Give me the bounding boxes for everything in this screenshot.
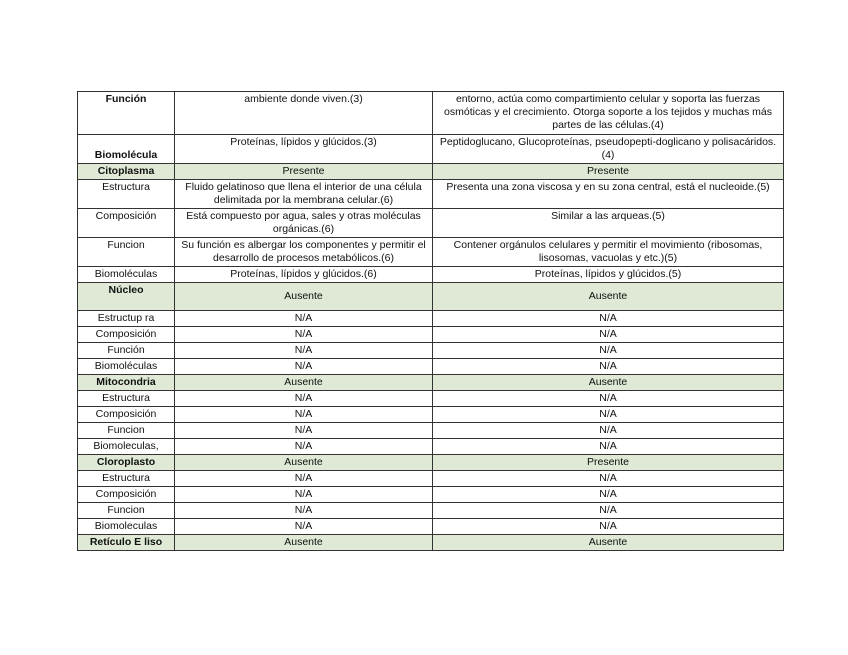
cell-col1: Ausente xyxy=(175,535,433,551)
cell-col1: N/A xyxy=(175,439,433,455)
row-label: Composición xyxy=(78,327,175,343)
row-label: Funcion xyxy=(78,423,175,439)
table-row xyxy=(78,519,784,535)
row-label: Estructura xyxy=(78,471,175,487)
cell-col1: ambiente donde viven.(3) xyxy=(175,92,433,135)
section-label: Cloroplasto xyxy=(78,455,175,471)
cell-col2: Ausente xyxy=(433,375,784,391)
cell-col1: Fluido gelatinoso que llena el interior de una célula delimitada por la membrana celular.(6) xyxy=(175,180,433,209)
cell-col2: Ausente xyxy=(433,535,784,551)
cell-col1: Ausente xyxy=(175,283,433,311)
cell-col2: N/A xyxy=(433,503,784,519)
cell-col1: Ausente xyxy=(175,375,433,391)
row-label: Biomoléculas xyxy=(78,267,175,283)
section-label: Núcleo xyxy=(78,283,175,311)
table-row xyxy=(78,135,784,164)
cell-col2: N/A xyxy=(433,487,784,503)
cell-col1: N/A xyxy=(175,487,433,503)
cell-col2: N/A xyxy=(433,407,784,423)
cell-col2: N/A xyxy=(433,327,784,343)
table-row xyxy=(78,503,784,519)
cell-col1: Su función es albergar los componentes y permitir el desarrollo de procesos metabólicos.(6) xyxy=(175,238,433,267)
cell-col2: Contener orgánulos celulares y permitir el movimiento (ribosomas, lisosomas, vacuolas y etc.)(5) xyxy=(433,238,784,267)
table-row xyxy=(78,407,784,423)
cell-col1: Proteínas, lípidos y glúcidos.(6) xyxy=(175,267,433,283)
cell-col2: Ausente xyxy=(433,283,784,311)
table-row xyxy=(78,238,784,267)
cell-col2: N/A xyxy=(433,391,784,407)
section-label: Retículo E liso xyxy=(78,535,175,551)
row-label: Funcion xyxy=(78,503,175,519)
cell-col2: N/A xyxy=(433,343,784,359)
cell-col2: Proteínas, lípidos y glúcidos.(5) xyxy=(433,267,784,283)
row-label: Biomoleculas, xyxy=(78,439,175,455)
table-row xyxy=(78,391,784,407)
cell-col2: N/A xyxy=(433,519,784,535)
cell-col1: N/A xyxy=(175,519,433,535)
row-label: Biomoléculas xyxy=(78,359,175,375)
row-label: Función xyxy=(78,343,175,359)
table-row xyxy=(78,327,784,343)
row-label: Estructura xyxy=(78,391,175,407)
cell-col2: N/A xyxy=(433,471,784,487)
table-row xyxy=(78,359,784,375)
cell-col2: N/A xyxy=(433,311,784,327)
cell-col1: Está compuesto por agua, sales y otras moléculas orgánicas.(6) xyxy=(175,209,433,238)
cell-col1: Presente xyxy=(175,164,433,180)
cell-col2: Presente xyxy=(433,164,784,180)
cell-col2: Presenta una zona viscosa y en su zona central, está el nucleoide.(5) xyxy=(433,180,784,209)
row-label: Composición xyxy=(78,487,175,503)
cell-col1: N/A xyxy=(175,471,433,487)
cell-col1: N/A xyxy=(175,359,433,375)
row-label: Estructura xyxy=(78,180,175,209)
section-row-mitocondria xyxy=(78,375,784,391)
table-row xyxy=(78,439,784,455)
row-label: Composición xyxy=(78,209,175,238)
section-row-cloroplasto xyxy=(78,455,784,471)
cell-col1: N/A xyxy=(175,423,433,439)
table-row xyxy=(78,311,784,327)
table-row xyxy=(78,487,784,503)
cell-col2: N/A xyxy=(433,423,784,439)
cell-col2: Presente xyxy=(433,455,784,471)
section-label: Mitocondria xyxy=(78,375,175,391)
cell-col2: N/A xyxy=(433,359,784,375)
row-label-funcion: Función xyxy=(78,92,175,135)
cell-col1: N/A xyxy=(175,407,433,423)
row-label: Estructup ra xyxy=(78,311,175,327)
cell-col1: N/A xyxy=(175,311,433,327)
section-row-nucleo xyxy=(78,283,784,311)
table-row xyxy=(78,343,784,359)
row-label: Composición xyxy=(78,407,175,423)
row-label-biomolecula: Biomolécula xyxy=(78,135,175,164)
cell-col2: entorno, actúa como compartimiento celular y soporta las fuerzas osmóticas y el crecimiento. Otorga soporte a los tejidos y muchas más partes de las células.(4) xyxy=(433,92,784,135)
cell-col2: N/A xyxy=(433,439,784,455)
table-row xyxy=(78,471,784,487)
cell-col1: N/A xyxy=(175,343,433,359)
cell-col2: Similar a las arqueas.(5) xyxy=(433,209,784,238)
row-label: Funcion xyxy=(78,238,175,267)
cell-col2: Peptidoglucano, Glucoproteínas, pseudopepti-doglicano y polisacáridos.(4) xyxy=(433,135,784,164)
cell-col1: Proteínas, lípidos y glúcidos.(3) xyxy=(175,135,433,164)
table-row xyxy=(78,209,784,238)
cell-col1: N/A xyxy=(175,391,433,407)
cell-col1: N/A xyxy=(175,327,433,343)
section-row-reticulo xyxy=(78,535,784,551)
table-row xyxy=(78,267,784,283)
cell-col1: N/A xyxy=(175,503,433,519)
comparison-table xyxy=(77,91,784,551)
row-label: Biomoleculas xyxy=(78,519,175,535)
table-row xyxy=(78,92,784,135)
table-row xyxy=(78,423,784,439)
table-row xyxy=(78,180,784,209)
cell-col1: Ausente xyxy=(175,455,433,471)
section-row-citoplasma xyxy=(78,164,784,180)
section-label: Citoplasma xyxy=(78,164,175,180)
